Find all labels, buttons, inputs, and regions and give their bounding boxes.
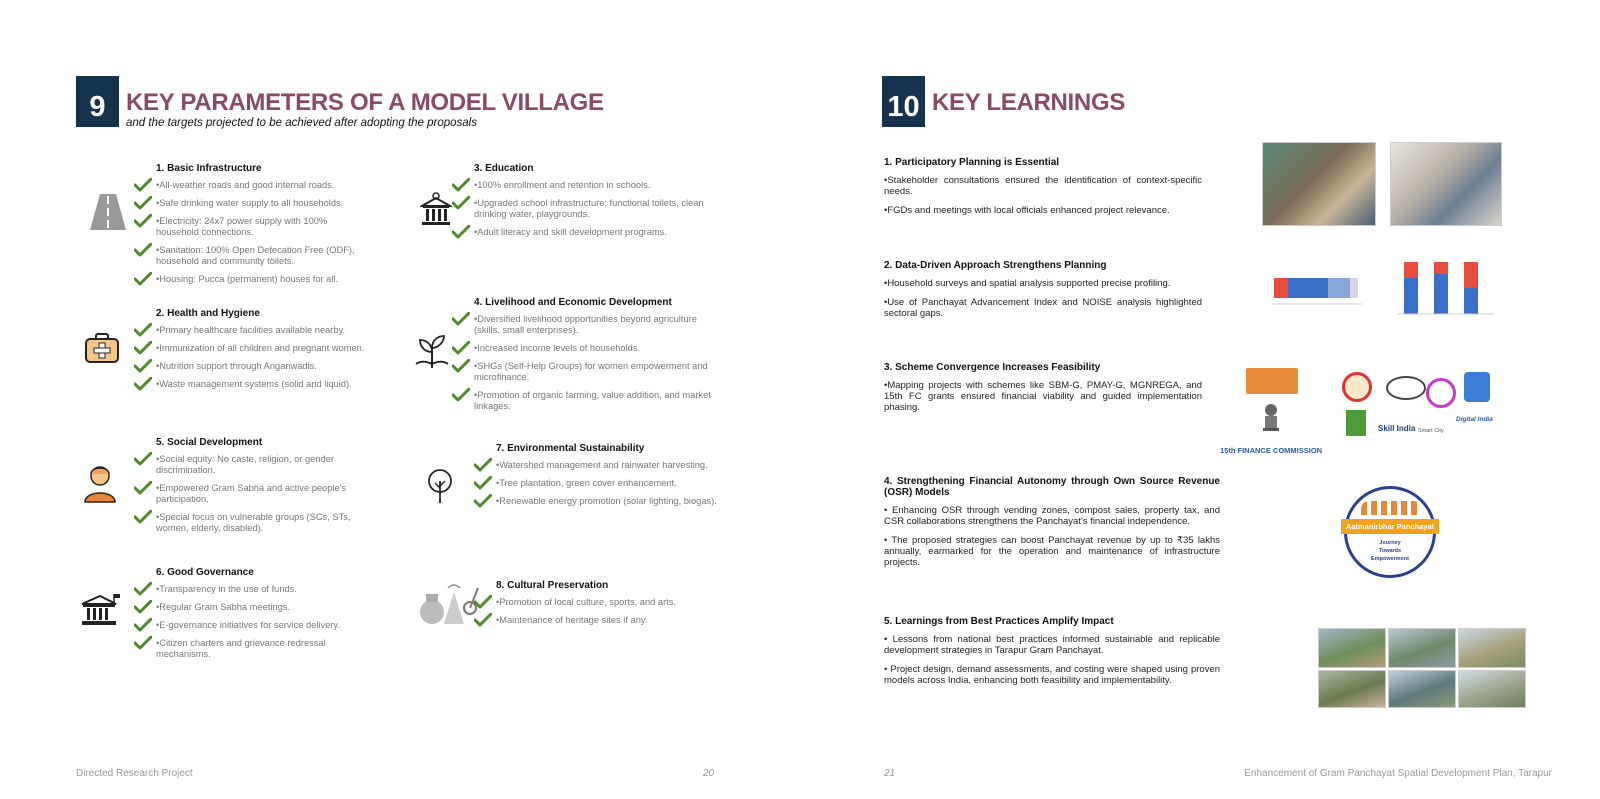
badge-title: Aatmanirbhar Panchayat [1341,519,1439,534]
checkmark-icon [474,476,492,490]
section-number: 9 [89,91,106,123]
list-item: •Maintenance of heritage sites if any. [496,615,648,625]
water-source-chart-thumbnail [1244,252,1366,336]
list-item: •Regular Gram Sabha meetings. [156,602,290,612]
medical-kit-icon [84,332,120,369]
page-subtitle: and the targets projected to be achieved after adopting the proposals [126,117,477,129]
list-item: •Increased income levels of households. [474,343,641,353]
checkmark-icon [452,225,470,239]
list-item: •Transparency in the use of funds. [156,584,297,594]
paragraph: • Lessons from national best practices informed sustainable and replicable development strategies in Tarapur Gram Panchayat. [884,634,1220,656]
right-page [800,0,1600,799]
checkmark-icon [134,196,152,210]
smart-city-logo: Smart City [1418,428,1444,434]
section-heading: 3. Education [474,163,534,174]
badge-line: Empowerment [1371,556,1409,562]
page-number: 20 [703,768,715,779]
checkmark-icon [134,214,152,228]
checkmark-icon [452,178,470,192]
checkmark-icon [474,613,492,627]
section-heading: 4. Livelihood and Economic Development [474,297,672,308]
section-cultural-preservation [496,580,721,633]
section-heading: 5. Learnings from Best Practices Amplify Impact [884,616,1114,627]
list-item: •Immunization of all children and pregnant women. [156,343,365,353]
section-heading: 2. Health and Hygiene [156,308,260,319]
skill-india-logo: Skill India [1378,424,1416,433]
section-basic-infrastructure [156,163,371,292]
section-education [474,163,724,245]
best-practice-photo [1318,628,1386,668]
scheme-logo [1346,410,1366,436]
checkmark-icon [134,359,152,373]
checkmark-icon [134,377,152,391]
checkmark-icon [452,388,470,402]
checkmark-icon [474,494,492,508]
checkmark-icon [134,618,152,632]
section-heading: 8. Cultural Preservation [496,580,609,591]
paragraph: •Household surveys and spatial analysis supported precise profiling. [884,278,1171,289]
section-livelihood [474,297,724,419]
household-facilities-chart-thumbnail [1384,252,1508,336]
section-heading: 3. Scheme Convergence Increases Feasibility [884,362,1101,373]
section-good-governance [156,567,371,667]
scheme-logo [1426,378,1456,408]
government-building-icon [80,592,120,633]
section-heading: 7. Environmental Sustainability [496,443,645,454]
footer-project-name: Directed Research Project [76,768,193,779]
badge-line: Journey [1379,540,1401,546]
section-heading: 4. Strengthening Financial Autonomy through Own Source Revenue (OSR) Models [884,476,1220,498]
page-title: KEY LEARNINGS [932,89,1126,116]
paragraph: • Enhancing OSR through vending zones, compost sales, property tax, and CSR collaborations strengthens the Panchayat's financial independence. [884,505,1220,527]
learning-participatory-planning [884,157,1202,224]
paragraph: •Use of Panchayat Advancement Index and NOISE analysis highlighted sectoral gaps. [884,297,1202,319]
section-number-box [882,76,925,127]
list-item: •Waste management systems (solid and liquid). [156,379,352,389]
checkmark-icon [134,323,152,337]
page-number: 21 [884,768,896,779]
scheme-logo [1464,372,1490,402]
checkmark-icon [452,341,470,355]
checkmark-icon [134,481,152,495]
list-item: •Watershed management and rainwater harvesting. [496,460,708,470]
list-item: •Primary healthcare facilities available nearby. [156,325,346,335]
checkmark-icon [474,458,492,472]
checkmark-icon [134,600,152,614]
aatmanirbhar-panchayat-badge [1344,486,1436,578]
list-item: •Special focus on vulnerable groups (SCs, STs, women, elderly, disabled). [156,512,351,533]
checkmark-icon [474,595,492,609]
learning-scheme-convergence [884,362,1202,421]
best-practice-photo [1388,628,1456,668]
learning-data-driven [884,260,1202,327]
meeting-photo [1262,142,1376,226]
best-practice-photo [1318,670,1386,708]
learning-financial-autonomy [884,476,1220,576]
people-icon [1361,501,1421,515]
checkmark-icon [134,452,152,466]
list-item: •Sanitation: 100% Open Defecation Free (ODF), household and community toilets. [156,245,355,266]
checkmark-icon [134,510,152,524]
checkmark-icon [452,196,470,210]
meeting-photo [1390,142,1502,226]
badge-line: Towards [1378,548,1402,554]
checkmark-icon [134,272,152,286]
checkmark-icon [134,636,152,650]
section-heading: 6. Good Governance [156,567,254,578]
scheme-logo [1246,368,1298,394]
list-item: •Social equity: No caste, religion, or gender discrimination. [156,454,334,475]
footer-document-title: Enhancement of Gram Panchayat Spatial Development Plan, Tarapur [1244,768,1552,779]
list-item: •Nutrition support through Anganwadis. [156,361,317,371]
list-item: •E-governance initiatives for service delivery. [156,620,340,630]
list-item: •Empowered Gram Sabha and active people's participation. [156,483,347,504]
list-item: •Promotion of local culture, sports, and arts. [496,597,676,607]
badge-tagline [1347,539,1433,563]
list-item: •Renewable energy promotion (solar lighting, biogas). [496,496,717,506]
plant-hand-icon [414,334,450,375]
list-item: •Tree plantation, green cover enhancement. [496,478,677,488]
checkmark-icon [452,312,470,326]
swachh-bharat-logo [1386,376,1426,400]
checkmark-icon [134,582,152,596]
list-item: •Citizen charters and grievance redressal mechanisms. [156,638,326,659]
paragraph: • Project design, demand assessments, and costing were shaped using proven models across India, enhancing both feasibility and implementability. [884,664,1220,686]
section-number: 10 [887,91,920,123]
list-item: •Housing: Pucca (permanent) houses for all. [156,274,339,284]
best-practice-photo [1458,628,1526,668]
emblem-icon [1260,402,1282,434]
best-practice-photo [1458,670,1526,708]
section-health-hygiene [156,308,371,397]
section-heading: 1. Basic Infrastructure [156,163,262,174]
section-heading: 1. Participatory Planning is Essential [884,157,1060,168]
section-environmental [496,443,721,514]
woman-avatar-icon [82,464,118,509]
list-item: •Upgraded school infrastructure: functional toilets, clean drinking water, playgrounds. [474,198,704,219]
finance-commission-label: 15th FINANCE COMMISSION [1220,446,1323,455]
list-item: •Diversified livelihood opportunities beyond agriculture (skills, small enterprises). [474,314,697,335]
list-item: •Electricity: 24x7 power supply with 100% household connections. [156,216,328,237]
digital-india-logo: Digital India [1456,416,1493,423]
best-practice-photo [1388,670,1456,708]
list-item: •Adult literacy and skill development programs. [474,227,667,237]
checkmark-icon [134,178,152,192]
section-number-box [76,76,119,127]
scheme-logo [1342,372,1372,402]
road-icon [88,192,128,237]
paragraph: •Mapping projects with schemes like SBM-G, PMAY-G, MGNREGA, and 15th FC grants ensured financial viability and guided implementation phasing. [884,380,1202,413]
learning-best-practices [884,616,1220,694]
paragraph: •FGDs and meetings with local officials enhanced project relevance. [884,205,1170,216]
tree-icon [426,468,454,509]
school-building-icon [420,192,452,233]
paragraph: •Stakeholder consultations ensured the identification of context-specific needs. [884,175,1202,197]
list-item: •SHGs (Self-Help Groups) for women empowerment and microfinance. [474,361,708,382]
list-item: •Safe drinking water supply to all households. [156,198,344,208]
list-item: •100% enrollment and retention in schools. [474,180,651,190]
list-item: •Promotion of organic farming, value addition, and market linkages. [474,390,711,411]
section-heading: 5. Social Development [156,437,263,448]
culture-icon [418,582,480,631]
section-heading: 2. Data-Driven Approach Strengthens Planning [884,260,1107,271]
page-title: KEY PARAMETERS OF A MODEL VILLAGE [126,89,604,116]
checkmark-icon [452,359,470,373]
paragraph: • The proposed strategies can boost Panchayat revenue by up to ₹35 lakhs annually, earmarked for the operation and maintenance of infrastructure projects. [884,535,1220,568]
checkmark-icon [134,243,152,257]
list-item: •All-weather roads and good internal roads. [156,180,335,190]
checkmark-icon [134,341,152,355]
section-social-development [156,437,371,541]
